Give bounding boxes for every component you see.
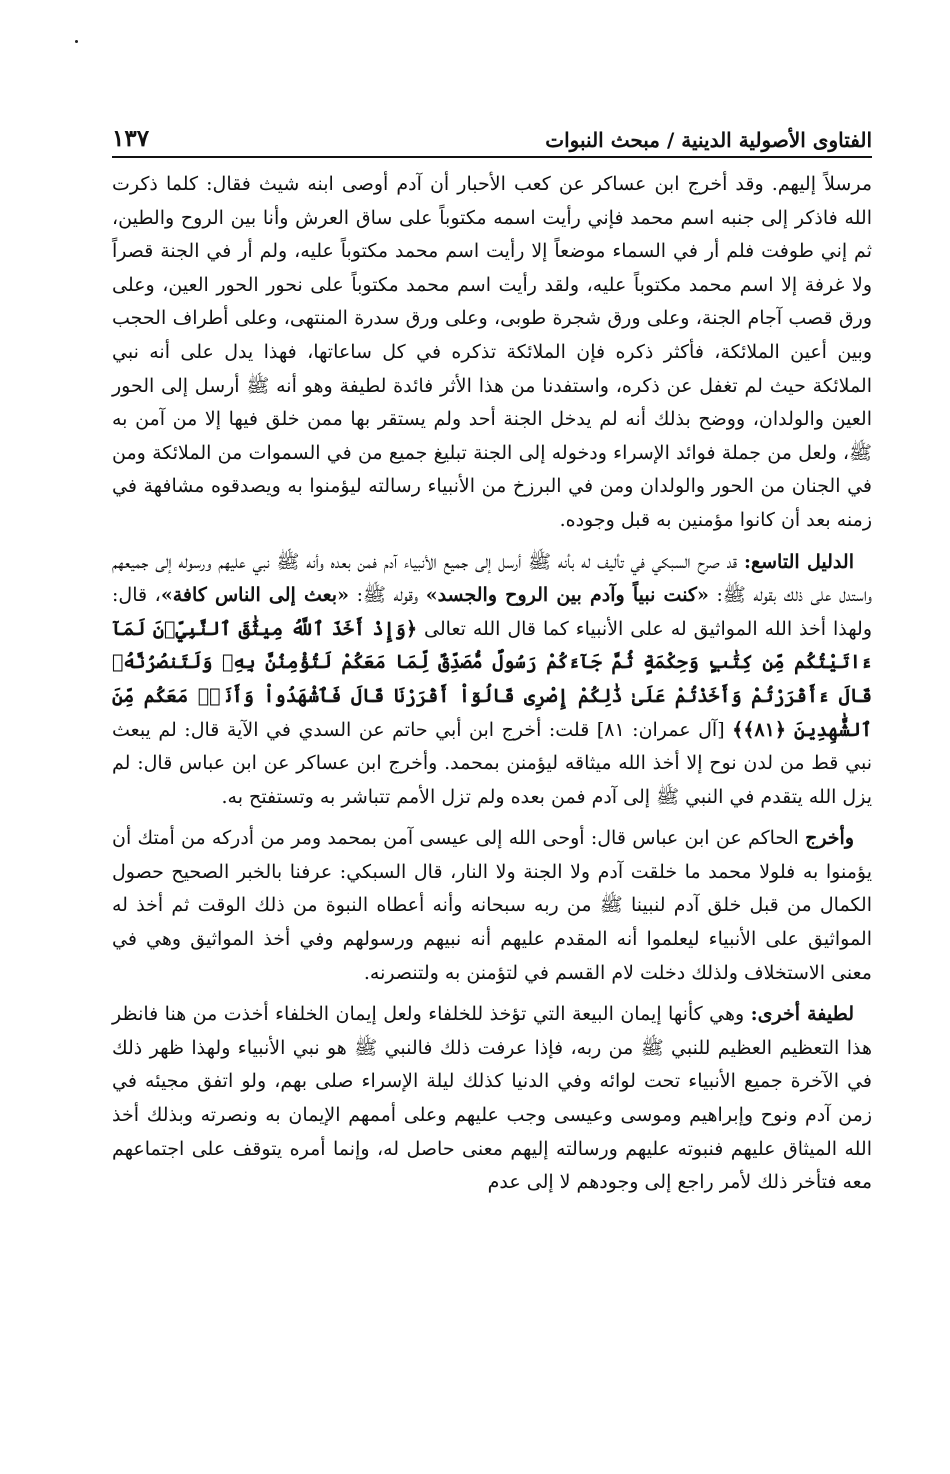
hadith-quote-2: «بعث إلى الناس كافة» — [160, 584, 349, 607]
paragraph-4-lead: لطيفة أخرى: — [750, 1003, 854, 1026]
paragraph-2-lead: الدليل التاسع: — [744, 550, 854, 573]
quran-verse: ﴿وَإِذْ أَخَذَ ٱللَّهُ مِيثَٰقَ ٱلنَّبِيِّۦنَ لَمَآ ءَاتَيْتُكُم مِّن كِتَٰبٍ وَحِكْمَةٍ ثُمَّ جَآءَكُمْ رَسُولٌ مُّصَدِّقٌ لِّمَا مَعَكُمْ لَتُؤْمِنُنَّ بِهِۦ وَلَتَنصُرُنَّهُۥ قَالَ ءَأَقْرَرْتُمْ وَأَخَذْتُمْ عَلَىٰ ذَٰلِكُمْ إِصْرِى قَالُوٓاْ أَقْرَرْنَا قَالَ فَٱشْهَدُواْ وَأَنَا۠ مَعَكُم مِّنَ ٱلشَّٰهِدِينَ ﴿٨١﴾﴾ — [112, 617, 872, 741]
page-body — [112, 168, 872, 1208]
scan-speck — [75, 40, 78, 43]
paragraph-2-tail: [آل عمران: ٨١] قلت: أخرج ابن أبي حاتم عن السدي في الآية قال: لم يبعث نبي قط من لدن نوح إلا أخذ الله ميثاقه ليؤمنن بمحمد. وأخرج ابن عساكر عن ابن عباس قال: لم يزل الله يتقدم في النبي ﷺ إلى آدم فمن بعده ولم تزل الأمم تتباشر به وتستفتح به. — [112, 718, 872, 808]
paragraph-4 — [112, 998, 872, 1200]
paragraph-2-mid-2: ، قال: ولهذا أخذ الله المواثيق له على الأنبياء كما قال الله تعالى — [112, 584, 872, 640]
paragraph-1 — [112, 168, 872, 538]
paragraph-3-lead: وأخرج — [805, 827, 855, 850]
hadith-quote-1: «كنت نبياً وآدم بين الروح والجسد» — [425, 584, 709, 607]
paragraph-3 — [112, 822, 872, 990]
page-header — [112, 112, 872, 158]
paragraph-2-mid-1: وقوله ﷺ: — [356, 584, 419, 607]
paragraph-1-text: مرسلاً إليهم. وقد أخرج ابن عساكر عن كعب الأحبار أن آدم أوصى ابنه شيث فقال: كلما ذكرت الله فاذكر إلى جنبه اسم محمد فإني رأيت اسمه مكتوباً على ساق العرش وأنا بين الروح والطين، ثم إني طوفت فلم أر في السماء موضعاً إلا رأيت اسم محمد مكتوباً عليه، ولم أر في الجنة قصراً ولا غرفة إلا اسم محمد مكتوباً عليه، ولقد رأيت اسم محمد مكتوباً على نحور الحور العين، وعلى ورق قصب آجام الجنة، وعلى ورق شجرة طوبى، وعلى ورق سدرة المنتهى، وعلى أطراف الحجب وبين أعين الملائكة، فأكثر ذكره فإن الملائكة تذكره في كل ساعاتها، فهذا يدل على أنه نبي الملائكة حيث لم تغفل عن ذكره، واستفدنا من هذا الأثر فائدة لطيفة وهو أنه ﷺ أرسل إلى الحور العين والولدان، ووضح بذلك أنه لم يدخل الجنة أحد ولم يستقر بها ممن خلق فيها إلا من آمن به ﷺ، ولعل من جملة فوائد الإسراء ودخوله إلى الجنة تبليغ جميع من في السموات من الملائكة ومن في الجنان من الحور والولدان ومن في البرزخ من الأنبياء رسالته ليؤمنوا به ويصدقوه مشافهة في زمنه بعد أن كانوا مؤمنين به قبل وجوده. — [112, 173, 872, 531]
page-number: ١٣٧ — [112, 125, 150, 152]
paragraph-4-text: وهي كأنها إيمان البيعة التي تؤخذ للخلفاء ولعل إيمان الخلفاء أخذت من هنا فانظر هذا التعظيم العظيم للنبي ﷺ من ربه، فإذا عرفت ذلك فالنبي ﷺ هو نبي الأنبياء ولهذا ظهر ذلك في الآخرة جميع الأنبياء تحت لوائه وفي الدنيا كذلك ليلة الإسراء صلى بهم، ولو اتفق مجيئه في زمن آدم ونوح وإبراهيم وموسى وعيسى وجب عليهم وعلى أممهم الإيمان به ونصرته وبذلك أخذ الله الميثاق عليهم فنبوته عليهم ورسالته إليهم معنى حاصل له، وإنما أمره يتوقف على اجتماعهم معه فتأخر ذلك لأمر راجع إلى وجودهم لا إلى عدم — [112, 1003, 872, 1194]
running-title: الفتاوى الأصولية الدينية / مبحث النبوات — [545, 128, 872, 152]
paragraph-3-text: الحاكم عن ابن عباس قال: أوحى الله إلى عيسى آمن بمحمد ومر من أدركه من أمتك أن يؤمنوا به فلولا محمد ما خلقت آدم ولا الجنة ولا النار، قال السبكي: عرفنا بالخبر الصحيح حصول الكمال من قبل خلق آدم لنبينا ﷺ من ربه سبحانه وأنه أعطاه النبوة من ذلك الوقت ثم أخذ له المواثيق على الأنبياء ليعلموا أنه المقدم عليهم أنه نبيهم ورسولهم وفي أخذ المواثيق وهي في معنى الاستخلاف ولذلك دخلت لام القسم في لتؤمنن به ولتنصرنه. — [112, 827, 872, 984]
paragraph-2 — [112, 546, 872, 815]
paragraph-2-text: قد صرح السبكي في تأليف له بأنه ﷺ أرسل إلى جميع الأنبياء آدم فمن بعده وأنه ﷺ نبي عليهم ورسوله إلى جميعهم واستدل على ذلك بقوله ﷺ: — [112, 550, 872, 607]
